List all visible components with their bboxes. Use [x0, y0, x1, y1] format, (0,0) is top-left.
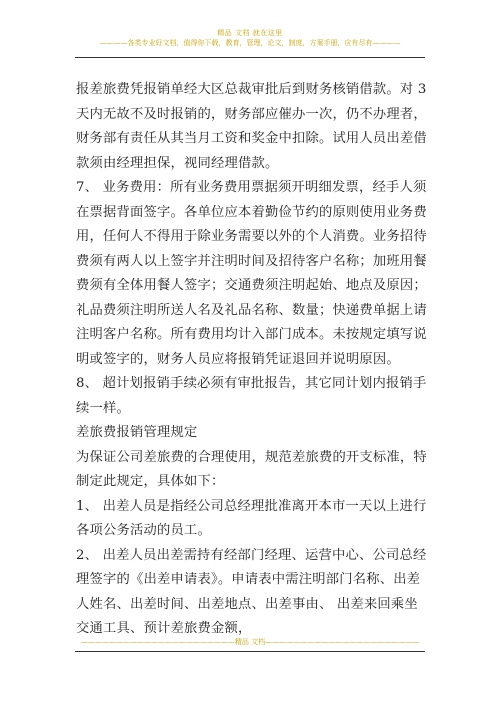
header-title: 精品 文档 就在这里 [217, 29, 283, 37]
footer-text: ——————————————————————精品 文档—————————————————————— [80, 638, 420, 646]
page-footer [0, 637, 500, 647]
footer-divider [75, 651, 425, 652]
document-body [76, 78, 428, 642]
paragraph: 7、 业务费用：所有业务费用票据须开明细发票，经手人须在票据背面签字。各单位应本着勤俭节约的原则使用业务费用，任何人不得用于除业务需要以外的个人消费。业务招待费须有两人以上签字并注明时间及招待客户名称；加班用餐费须有全体用餐人签字；交通费须注明起始、地点及原因；礼品费须注明所送人名及礼品名称、数量；快递费单据上请注明客户名称。所有费用均计入部门成本。未按规定填写说明或签字的，财务人员应将报销凭证退回并说明原因。 [76, 180, 427, 367]
page-header [0, 29, 500, 47]
paragraph: 2、 出差人员出差需持有经部门经理、运营中心、公司总经理签字的《出差申请表》。申请表中需注明部门名称、出差人姓名、出差时间、出差地点、出差事由、 出差来回乘坐交通工具、预计差旅费金额， [76, 547, 427, 636]
paragraph: 为保证公司差旅费的合理使用，规范差旅费的开支标准，特制定此规定，具体如下： [76, 449, 427, 489]
section-heading: 差旅费报销管理规定 [76, 425, 198, 440]
header-divider [75, 57, 425, 58]
header-subtitle: ————各类专业好文档，值得你下载，教育，管理，论文，制度，方案手册，应有尽有———— [99, 39, 401, 48]
paragraph: 8、 超计划报销手续必须有审批报告，其它同计划内报销手续一样。 [76, 376, 427, 416]
paragraph: 1、 出差人员是指经公司总经理批准离开本市一天以上进行各项公务活动的员工。 [76, 498, 427, 538]
paragraph: 报差旅费凭报销单经大区总裁审批后到财务核销借款。对 3 天内无故不及时报销的，财务部应催办一次，仍不办理者，财务部有责任从其当月工资和奖金中扣除。试用人员出差借款须由经理担保，视同经理借款。 [76, 82, 427, 171]
